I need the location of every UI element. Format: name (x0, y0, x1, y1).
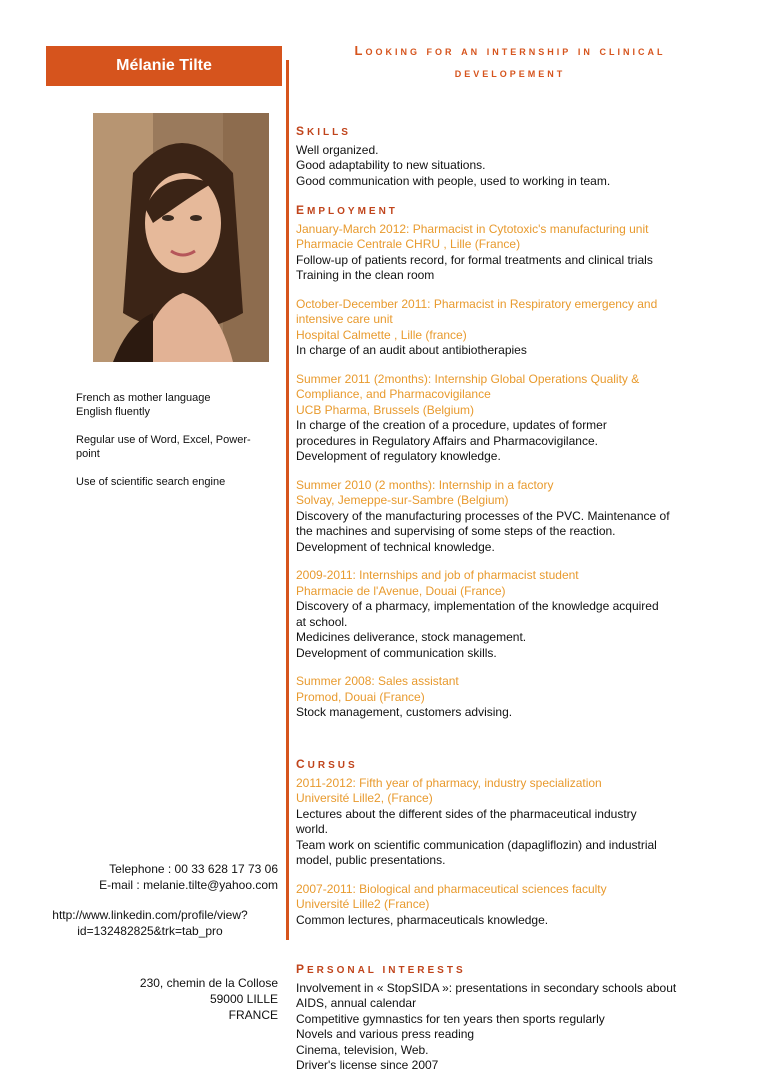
linkedin-url-line[interactable]: id=132482825&trk=tab_pro (77, 924, 223, 938)
employment-entry (296, 478, 706, 556)
employment-heading-line: Summer 2008: Sales assistant (296, 674, 459, 688)
contact-block (48, 861, 278, 893)
language-english: English fluently (76, 406, 150, 418)
employment-heading-line: Hospital Calmette , Lille (france) (296, 327, 467, 342)
skill-line: Good communication with people, used to working in team. (296, 173, 611, 188)
candidate-name: Mélanie Tilte (116, 57, 212, 74)
employment-heading-line: Compliance, and Pharmacovigilance (296, 387, 491, 401)
interests-section (296, 962, 706, 1074)
software-skills (76, 433, 276, 461)
address-street: 230, chemin de la Collose (139, 976, 278, 990)
employment-detail-line: Follow-up of patients record, for formal treatments and clinical trials (296, 252, 653, 267)
employment-entry (296, 372, 706, 465)
employment-entry (296, 222, 706, 284)
employment-detail-line: Development of regulatory knowledge. (296, 449, 501, 463)
cursus-heading-line: Université Lille2 (France) (296, 897, 430, 911)
employment-heading-line: Promod, Douai (France) (296, 689, 425, 704)
employment-heading-line: Solvay, Jemeppe-sur-Sambre (Belgium) (296, 493, 509, 507)
skills-section (296, 124, 706, 189)
employment-heading-line: 2009-2011: Internships and job of pharmacist student (296, 568, 579, 582)
employment-detail-line: Stock management, customers advising. (296, 705, 513, 719)
employment-heading-line: January-March 2012: Pharmacist in Cytotoxic's manufacturing unit (296, 221, 649, 236)
language-french: French as mother language (76, 392, 211, 404)
section-title: EMPLOYMENT (296, 203, 398, 217)
profile-photo (93, 113, 269, 362)
employment-detail-line: In charge of an audit about antibiotherapies (296, 343, 527, 357)
cursus-section (296, 757, 706, 928)
employment-heading-line: Summer 2010 (2 months): Internship in a factory (296, 477, 554, 492)
employment-detail-line: at school. (296, 614, 348, 629)
languages-list (76, 391, 276, 419)
headline-line: Looking for an internship in clinical (354, 43, 666, 58)
section-title: SKILLS (296, 124, 351, 138)
cursus-detail-line: Lectures about the different sides of the pharmaceutical industry (296, 806, 637, 821)
employment-detail-line: procedures in Regulatory Affairs and Pharmacovigilance. (296, 433, 598, 448)
employment-heading-line: Pharmacie Centrale CHRU , Lille (France) (296, 237, 521, 251)
cursus-detail-line: world. (296, 822, 329, 836)
cursus-entry (296, 776, 706, 869)
employment-detail-line: Discovery of the manufacturing processes of the PVC. Maintenance of (296, 508, 670, 523)
employment-detail-line: Medicines deliverance, stock management. (296, 630, 527, 644)
employment-heading-line: Pharmacie de l'Avenue, Douai (France) (296, 583, 506, 598)
interest-line: Cinema, television, Web. (296, 1042, 429, 1057)
email[interactable]: E-mail : melanie.tilte@yahoo.com (99, 878, 278, 892)
cursus-detail-line: Team work on scientific communication (dapagliflozin) and industrial (296, 837, 657, 852)
software-line: point (76, 448, 100, 460)
column-divider (286, 60, 289, 940)
employment-detail-line: In charge of the creation of a procedure, updates of former (296, 418, 607, 432)
cursus-entry (296, 882, 706, 929)
employment-heading-line: October-December 2011: Pharmacist in Respiratory emergency and (296, 296, 658, 311)
search-engine-line: Use of scientific search engine (76, 476, 226, 488)
cursus-detail-line: Common lectures, pharmaceuticals knowledge. (296, 912, 549, 927)
employment-detail-line: Development of technical knowledge. (296, 539, 495, 554)
interest-line: Involvement in « StopSIDA »: presentations in secondary schools about (296, 980, 677, 995)
employment-detail-line: the machines and supervising of some steps of the reaction. (296, 524, 616, 538)
phone: Telephone : 00 33 628 17 73 06 (109, 862, 278, 876)
employment-entry (296, 568, 706, 661)
interest-line: AIDS, annual calendar (296, 996, 417, 1010)
interest-line: Competitive gymnastics for ten years then sports regularly (296, 1011, 605, 1026)
employment-entry (296, 674, 706, 721)
employment-heading-line: intensive care unit (296, 312, 393, 326)
name-banner (46, 46, 282, 86)
skill-line: Well organized. (296, 142, 379, 157)
employment-entries (296, 222, 706, 721)
cursus-heading-line: 2011-2012: Fifth year of pharmacy, industry specialization (296, 775, 602, 790)
employment-section (296, 203, 706, 721)
interest-line: Novels and various press reading (296, 1027, 475, 1041)
employment-entry (296, 297, 706, 359)
cursus-entries (296, 776, 706, 929)
cursus-heading-line: 2007-2011: Biological and pharmaceutical sciences faculty (296, 881, 607, 896)
employment-detail-line: Training in the clean room (296, 268, 435, 282)
address-country: FRANCE (228, 1008, 278, 1022)
headline-line: developement (454, 65, 566, 80)
cursus-detail-line: model, public presentations. (296, 853, 446, 867)
cursus-heading-line: Université Lille2, (France) (296, 791, 433, 805)
address-block (48, 975, 278, 1023)
section-title: CURSUS (296, 757, 358, 771)
interest-lines (296, 981, 706, 1074)
employment-heading-line: UCB Pharma, Brussels (Belgium) (296, 402, 475, 417)
interest-line: Driver's license since 2007 (296, 1058, 439, 1072)
skill-line: Good adaptability to new situations. (296, 158, 486, 172)
page-headline (300, 40, 720, 84)
search-skills (76, 475, 276, 489)
employment-heading-line: Summer 2011 (2months): Internship Global Operations Quality & (296, 371, 640, 386)
software-line: Regular use of Word, Excel, Power- (76, 434, 251, 446)
address-city: 59000 LILLE (209, 992, 278, 1006)
linkedin-url-line[interactable]: http://www.linkedin.com/profile/view? (52, 908, 248, 922)
employment-detail-line: Development of communication skills. (296, 645, 497, 660)
linkedin-block (20, 907, 280, 939)
section-title: PERSONAL INTERESTS (296, 962, 466, 976)
employment-detail-line: Discovery of a pharmacy, implementation of the knowledge acquired (296, 599, 659, 613)
